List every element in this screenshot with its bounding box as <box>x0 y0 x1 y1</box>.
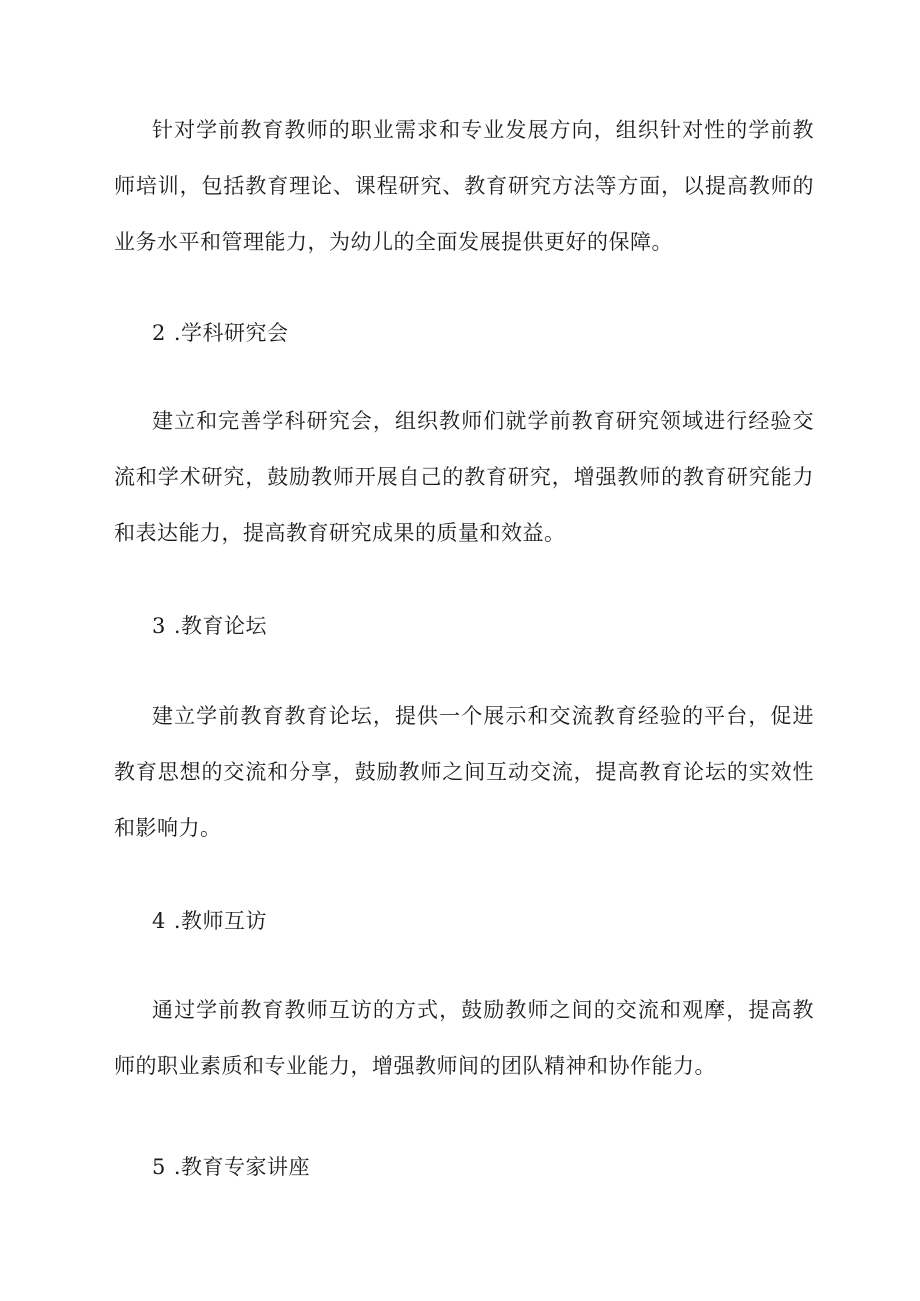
section-title: .教育论坛 <box>173 614 268 638</box>
paragraph-education-forum: 建立学前教育教育论坛，提供一个展示和交流教育经验的平台，促进教育思想的交流和分享，鼓励教师之间互动交流，提高教育论坛的实效性和影响力。 <box>114 704 814 840</box>
section-title: .学科研究会 <box>173 321 289 345</box>
section-heading-3 <box>152 611 267 641</box>
paragraph-teacher-visits: 通过学前教育教师互访的方式，鼓励教师之间的交流和观摩，提高教师的职业素质和专业能力，增强教师间的团队精神和协作能力。 <box>114 998 814 1078</box>
section-number: 5 <box>152 1155 166 1179</box>
section-number: 3 <box>152 614 166 638</box>
section-heading-5 <box>152 1152 310 1182</box>
section-heading-2 <box>152 318 289 348</box>
section-number: 2 <box>152 321 166 345</box>
section-heading-4 <box>152 906 267 936</box>
paragraph-research-society: 建立和完善学科研究会，组织教师们就学前教育研究领域进行经验交流和学术研究，鼓励教师开展自己的教育研究，增强教师的教育研究能力和表达能力，提高教育研究成果的质量和效益。 <box>114 409 814 545</box>
section-title: .教师互访 <box>173 909 268 933</box>
section-title: .教育专家讲座 <box>173 1155 311 1179</box>
paragraph-teacher-training: 针对学前教育教师的职业需求和专业发展方向，组织针对性的学前教师培训，包括教育理论、课程研究、教育研究方法等方面，以提高教师的业务水平和管理能力，为幼儿的全面发展提供更好的保障。 <box>114 118 814 254</box>
section-number: 4 <box>152 909 166 933</box>
